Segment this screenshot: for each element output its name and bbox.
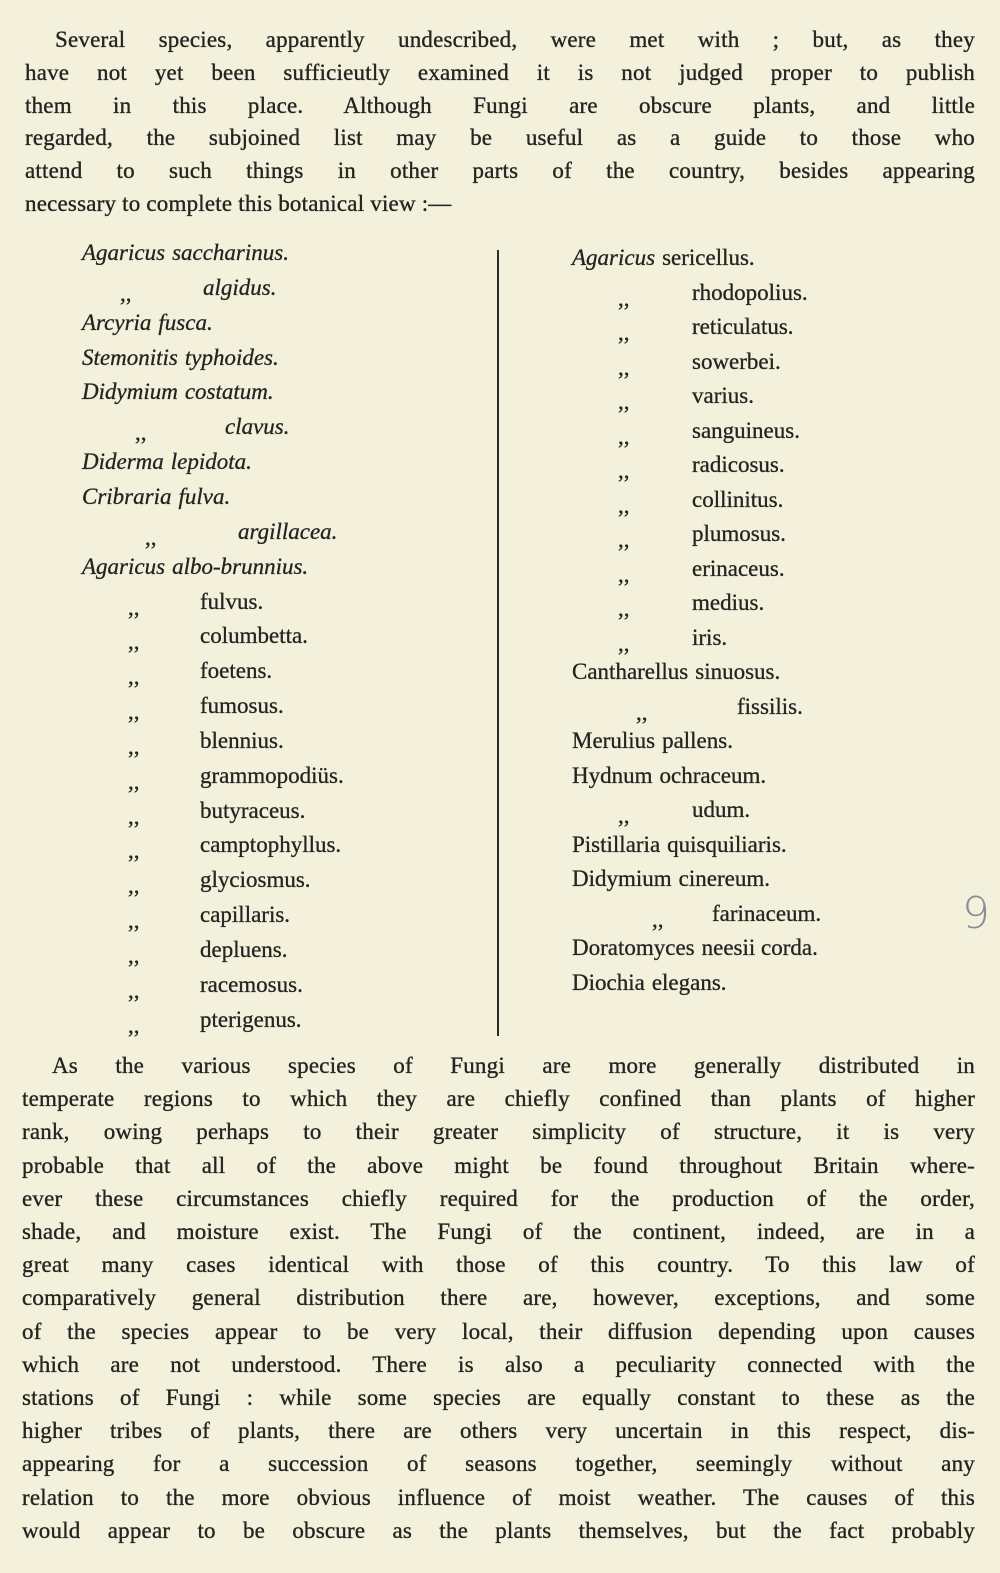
species-name: radicosus. bbox=[692, 452, 785, 477]
text-line: which are not understood. There is also a peculiarity connected with the bbox=[22, 1351, 975, 1377]
species-name: capillaris. bbox=[200, 902, 291, 928]
species-name: elegans. bbox=[651, 969, 727, 995]
species-name: algidus. bbox=[203, 274, 277, 300]
genus-name: Arcyria bbox=[82, 309, 152, 335]
text-line: regarded, the subjoined list may be useful as a guide to those who bbox=[25, 125, 975, 151]
species-name: fissilis. bbox=[737, 693, 803, 719]
ditto-mark: ,, bbox=[128, 664, 140, 690]
text-line: probable that all of the above might be found throughout Britain where- bbox=[22, 1152, 975, 1178]
text-line: relation to the more obvious influence of moist weather. The causes of this bbox=[22, 1484, 975, 1510]
species-name: fulva. bbox=[178, 483, 231, 509]
text-line: Several species, apparently undescribed, were met with ; but, as they bbox=[55, 27, 975, 52]
species-name: sanguineus. bbox=[692, 417, 800, 443]
ditto-mark: ,, bbox=[636, 699, 648, 725]
species-name: udum. bbox=[692, 797, 751, 822]
ditto-mark: ,, bbox=[128, 629, 140, 655]
species-name: lepidota. bbox=[170, 449, 252, 475]
ditto-mark: ,, bbox=[618, 630, 630, 656]
species-name: costatum. bbox=[184, 379, 274, 405]
species-name: sinuosus. bbox=[695, 659, 781, 684]
ditto-mark: ,, bbox=[618, 492, 630, 518]
ditto-mark: ,, bbox=[652, 906, 664, 932]
text-line: great many cases identical with those of this country. To this law of bbox=[22, 1252, 975, 1278]
text-line: higher tribes of plants, there are others very uncertain in this respect, dis- bbox=[22, 1418, 975, 1444]
species-name: sowerbei. bbox=[692, 348, 781, 374]
handwritten-margin-mark: 9 bbox=[962, 888, 990, 939]
species-name: fulvus. bbox=[200, 588, 264, 614]
species-name: pterigenus. bbox=[200, 1006, 302, 1032]
species-name: farinaceum. bbox=[712, 900, 822, 926]
species-name: typhoides. bbox=[184, 344, 279, 370]
species-name: saccharinus. bbox=[172, 240, 289, 265]
text-line: stations of Fungi : while some species are equally constant to these as the bbox=[22, 1385, 975, 1410]
species-name: neesii corda. bbox=[701, 935, 818, 960]
text-line: comparatively general distribution there are, however, exceptions, and some bbox=[22, 1285, 975, 1311]
text-line: ever these circumstances chiefly required for the production of the order, bbox=[22, 1185, 975, 1211]
species-name: quisquiliaris. bbox=[667, 831, 787, 857]
ditto-mark: ,, bbox=[135, 420, 147, 446]
ditto-mark: ,, bbox=[618, 458, 630, 483]
species-name: collinitus. bbox=[692, 486, 784, 512]
text-line: them in this place. Although Fungi are obscure plants, and little bbox=[25, 92, 975, 118]
genus-name: Stemonitis bbox=[82, 344, 178, 370]
genus-name: Pistillaria bbox=[572, 831, 661, 857]
text-line: shade, and moisture exist. The Fungi of the continent, indeed, are in a bbox=[22, 1219, 975, 1244]
genus-name: Agaricus bbox=[82, 553, 166, 579]
species-name: plumosus. bbox=[692, 521, 786, 546]
ditto-mark: ,, bbox=[128, 873, 140, 899]
ditto-mark: ,, bbox=[128, 1012, 140, 1038]
genus-name: Doratomyces bbox=[572, 935, 695, 960]
species-name: blennius. bbox=[200, 727, 284, 753]
species-name: rhodopolius. bbox=[692, 279, 808, 305]
species-name: albo-brunnius. bbox=[172, 553, 309, 579]
genus-name: Merulius bbox=[572, 728, 656, 753]
column-divider bbox=[497, 250, 499, 1036]
ditto-mark: ,, bbox=[618, 803, 630, 828]
ditto-mark: ,, bbox=[618, 527, 630, 552]
species-name: reticulatus. bbox=[692, 314, 794, 339]
ditto-mark: ,, bbox=[618, 596, 630, 621]
text-line: of the species appear to be very local, their diffusion depending upon causes bbox=[22, 1318, 975, 1344]
species-name: glyciosmus. bbox=[200, 867, 311, 893]
ditto-mark: ,, bbox=[618, 389, 630, 414]
species-name: erinaceus. bbox=[692, 555, 785, 581]
genus-name: Diderma bbox=[82, 449, 164, 475]
species-name: fumosus. bbox=[200, 693, 284, 719]
species-name: fusca. bbox=[158, 309, 213, 335]
species-name: medius. bbox=[692, 590, 765, 615]
genus-name: Agaricus bbox=[82, 240, 166, 265]
species-name: depluens. bbox=[200, 937, 288, 962]
ditto-mark: ,, bbox=[128, 908, 140, 934]
ditto-mark: ,, bbox=[618, 423, 630, 449]
text-line: attend to such things in other parts of the country, besides appearing bbox=[25, 158, 975, 184]
species-name: pallens. bbox=[662, 728, 733, 753]
species-name: iris. bbox=[692, 624, 728, 650]
genus-name: Diochia bbox=[572, 969, 645, 995]
ditto-mark: ,, bbox=[128, 768, 140, 794]
species-name: columbetta. bbox=[200, 623, 308, 649]
species-name: varius. bbox=[692, 383, 754, 408]
species-name: argillacea. bbox=[238, 518, 338, 544]
species-name: foetens. bbox=[200, 658, 273, 684]
ditto-mark: ,, bbox=[128, 594, 140, 620]
species-name: racemosus. bbox=[200, 971, 303, 997]
species-name: cinereum. bbox=[678, 866, 770, 891]
ditto-mark: ,, bbox=[618, 285, 630, 311]
text-line: appearing for a succession of seasons together, seemingly without any bbox=[22, 1451, 975, 1477]
species-name: sericellus. bbox=[662, 245, 755, 270]
text-line: rank, owing perhaps to their greater simplicity of structure, it is very bbox=[22, 1119, 975, 1145]
text-line: necessary to complete this botanical view :— bbox=[25, 191, 452, 216]
species-name: camptophyllus. bbox=[200, 832, 342, 858]
genus-name: Agaricus bbox=[572, 245, 656, 270]
ditto-mark: ,, bbox=[120, 280, 132, 306]
genus-name: Didymium bbox=[82, 379, 178, 405]
ditto-mark: ,, bbox=[128, 838, 140, 864]
species-name: grammopodiüs. bbox=[200, 762, 344, 788]
ditto-mark: ,, bbox=[128, 699, 140, 725]
ditto-mark: ,, bbox=[128, 977, 140, 1003]
genus-name: Didymium bbox=[572, 866, 672, 891]
ditto-mark: ,, bbox=[128, 803, 140, 829]
species-name: butyraceus. bbox=[200, 797, 306, 823]
ditto-mark: ,, bbox=[145, 524, 157, 550]
text-line: have not yet been sufficieutly examined it is not judged proper to publish bbox=[25, 59, 975, 85]
ditto-mark: ,, bbox=[618, 561, 630, 587]
species-name: clavus. bbox=[225, 414, 290, 440]
genus-name: Hydnum bbox=[572, 762, 653, 788]
genus-name: Cribraria bbox=[82, 483, 172, 509]
text-line: As the various species of Fungi are more generally distributed in bbox=[52, 1053, 975, 1078]
text-line: would appear to be obscure as the plants themselves, but the fact probably bbox=[22, 1517, 975, 1543]
ditto-mark: ,, bbox=[128, 943, 140, 968]
species-name: ochraceum. bbox=[659, 762, 767, 788]
ditto-mark: ,, bbox=[618, 320, 630, 345]
ditto-mark: ,, bbox=[128, 733, 140, 759]
text-line: temperate regions to which they are chiefly confined than plants of higher bbox=[22, 1086, 975, 1112]
ditto-mark: ,, bbox=[618, 354, 630, 380]
genus-name: Cantharellus bbox=[572, 659, 689, 684]
